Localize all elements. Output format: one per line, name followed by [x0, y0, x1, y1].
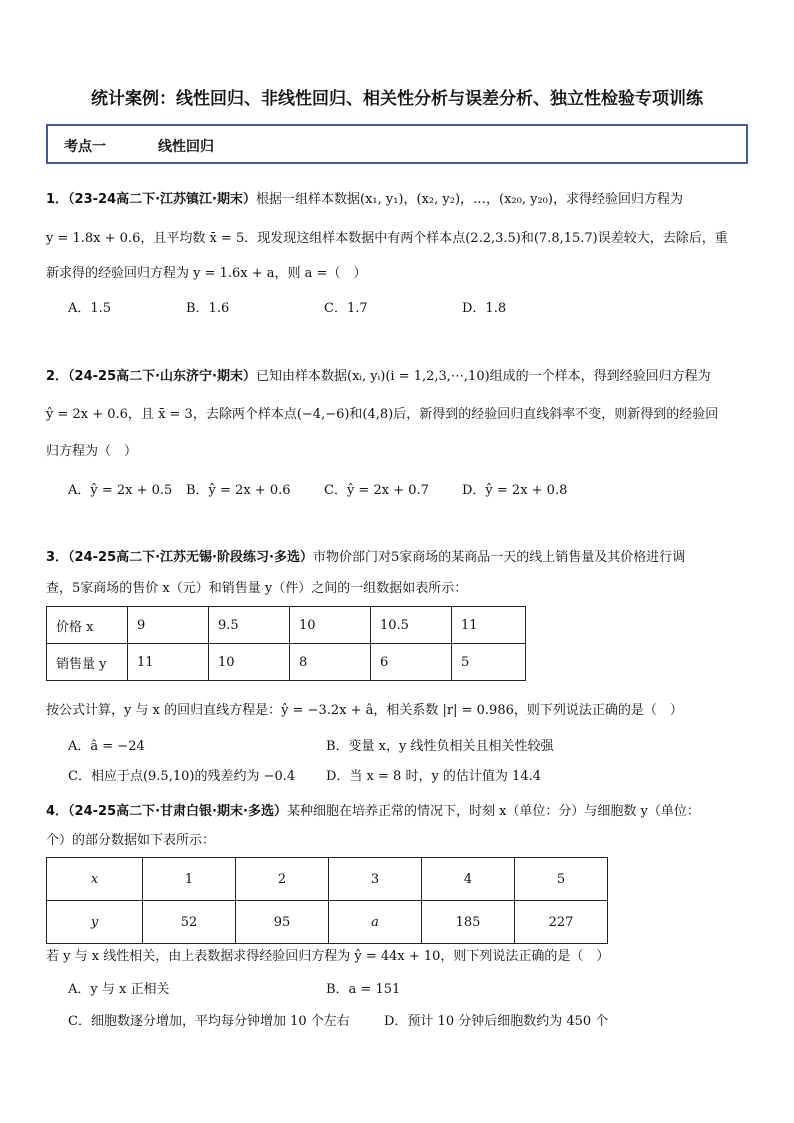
table-cell: 3 [329, 858, 422, 901]
table-cell: x [47, 858, 143, 901]
question-3-option-d[interactable]: D．当 x = 8 时，y 的估计值为 14.4 [326, 769, 542, 784]
table-cell: 9.5 [209, 607, 290, 644]
table-cell: a [329, 901, 422, 944]
question-3-option-b[interactable]: B．变量 x，y 线性负相关且相关性较强 [326, 739, 554, 754]
question-2-option-b[interactable]: B．ŷ = 2x + 0.6 [186, 483, 291, 498]
section-name: 线性回归 [158, 139, 214, 155]
table-cell: 185 [422, 901, 515, 944]
table-cell: y [47, 901, 143, 944]
question-4-line-2: 个）的部分数据如下表所示： [46, 833, 216, 848]
question-2-option-d[interactable]: D．ŷ = 2x + 0.8 [462, 483, 568, 498]
table-cell: 11 [128, 644, 209, 681]
question-4-option-d[interactable]: D．预计 10 分钟后细胞数约为 450 个 [384, 1014, 609, 1029]
question-4-line-3: 若 y 与 x 线性相关，由上表数据求得经验回归方程为 ŷ = 44x + 10，则下列说法正确的是（ ） [46, 949, 610, 964]
table-cell: 1 [143, 858, 236, 901]
question-2-line-2: ŷ = 2x + 0.6，且 x̄ = 3，去除两个样本点(−4,−6)和(4,8)后，新得到的经验回归直线斜率不变，则新得到的经验回 [46, 407, 719, 422]
question-3-line-3: 按公式计算，y 与 x 的回归直线方程是：ŷ = −3.2x + â，相关系数 |r| = 0.986，则下列说法正确的是（ ） [46, 703, 683, 718]
table-cell: 52 [143, 901, 236, 944]
section-header [46, 124, 748, 164]
question-1-option-b[interactable]: B．1.6 [186, 301, 230, 316]
table-cell: 11 [452, 607, 526, 644]
question-2-option-a[interactable]: A．ŷ = 2x + 0.5 [68, 483, 173, 498]
table-cell: 10 [290, 607, 371, 644]
table-row [47, 644, 526, 681]
table-cell: 227 [515, 901, 608, 944]
question-1-line-2: y = 1.8x + 0.6，且平均数 x̄ = 5．现发现这组样本数据中有两个样本点(2.2,3.5)和(7.8,15.7)误差较大，去除后，重 [46, 231, 728, 246]
question-3-source: 3．（24-25高二下·江苏无锡·阶段练习·多选） [46, 550, 313, 565]
question-1-option-a[interactable]: A．1.5 [68, 301, 112, 316]
table-cell: 8 [290, 644, 371, 681]
question-2-line-1 [46, 367, 711, 387]
question-3-text-1: 市物价部门对5家商场的某商品一天的线上销售量及其价格进行调 [312, 550, 686, 565]
question-4-line-1 [46, 802, 700, 822]
question-1-line-3: 新求得的经验回归方程为 y = 1.6x + a，则 a =（ ） [46, 266, 367, 281]
question-4-table [46, 857, 608, 944]
section-tag: 考点一 [64, 139, 106, 155]
table-row [47, 858, 608, 901]
question-3-table [46, 606, 526, 681]
question-4-option-a[interactable]: A．y 与 x 正相关 [68, 982, 170, 997]
table-cell: 价格 x [47, 607, 128, 644]
table-row [47, 607, 526, 644]
question-4-source: 4．（24-25高二下·甘肃白银·期末·多选） [46, 804, 287, 819]
table-cell: 10 [209, 644, 290, 681]
table-cell: 销售量 y [47, 644, 128, 681]
question-3-line-1 [46, 548, 685, 568]
question-1-source: 1．（23-24高二下·江苏镇江·期末） [46, 192, 256, 207]
table-cell: 10.5 [371, 607, 452, 644]
table-cell: 9 [128, 607, 209, 644]
table-row [47, 901, 608, 944]
table-cell: 6 [371, 644, 452, 681]
question-2-source: 2．（24-25高二下·山东济宁·期末） [46, 369, 256, 384]
question-2-option-c[interactable]: C．ŷ = 2x + 0.7 [324, 483, 429, 498]
question-4-text-1: 某种细胞在培养正常的情况下，时刻 x（单位：分）与细胞数 y（单位： [286, 804, 700, 819]
question-2-text-1: 已知由样本数据(xᵢ, yᵢ)(i = 1,2,3,⋯,10)组成的一个样本，得到经验回归方程为 [256, 369, 711, 384]
question-1-option-d[interactable]: D．1.8 [462, 301, 507, 316]
question-1-line-1 [46, 190, 683, 210]
table-cell: 5 [452, 644, 526, 681]
question-4-option-b[interactable]: B．a = 151 [326, 982, 401, 997]
question-1-text-1: 根据一组样本数据(x₁, y₁)，(x₂, y₂)，…，(x₂₀, y₂₀)，求得经验回归方程为 [256, 192, 683, 207]
question-3-option-c[interactable]: C．相应于点(9.5,10)的残差约为 −0.4 [68, 769, 296, 784]
question-3-option-a[interactable]: A．â = −24 [68, 739, 145, 754]
table-cell: 95 [236, 901, 329, 944]
page-title: 统计案例：线性回归、非线性回归、相关性分析与误差分析、独立性检验专项训练 [91, 89, 703, 109]
question-1-option-c[interactable]: C．1.7 [324, 301, 368, 316]
table-cell: 5 [515, 858, 608, 901]
table-cell: 4 [422, 858, 515, 901]
question-4-option-c[interactable]: C．细胞数逐分增加，平均每分钟增加 10 个左右 [68, 1014, 350, 1029]
question-2-line-3: 归方程为（ ） [46, 444, 138, 459]
question-3-line-2: 查，5家商场的售价 x（元）和销售量 y（件）之间的一组数据如表所示： [46, 581, 468, 596]
table-cell: 2 [236, 858, 329, 901]
